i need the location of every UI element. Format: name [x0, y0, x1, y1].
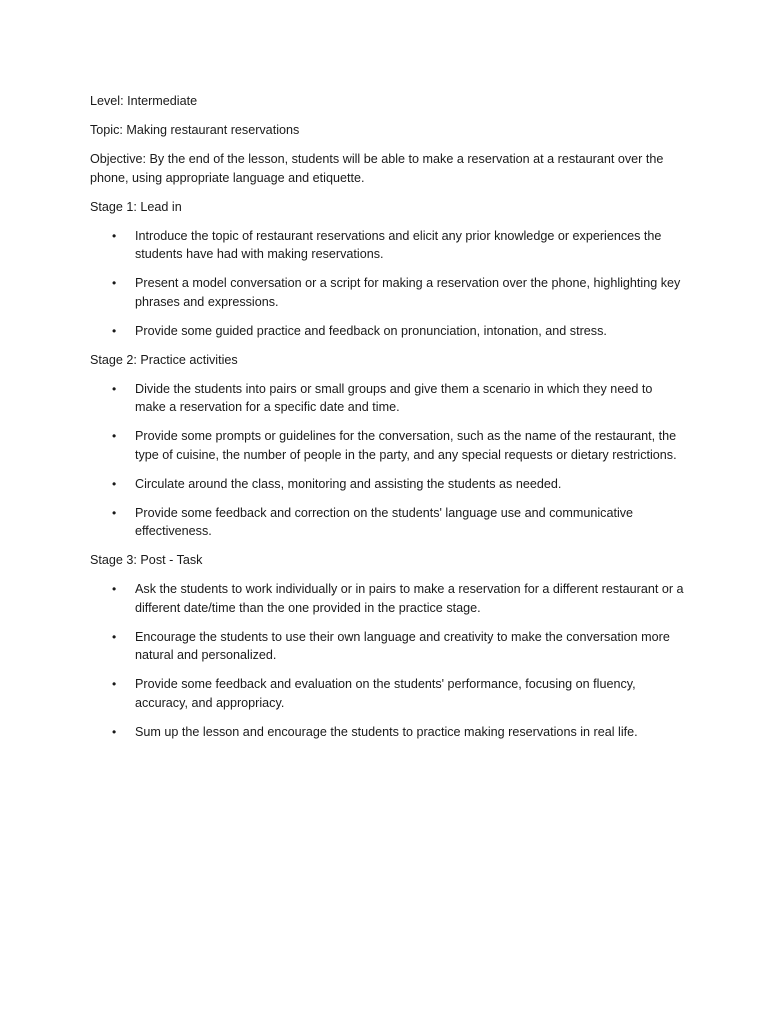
stage-1 — [90, 198, 684, 341]
list-item-text: Provide some prompts or guidelines for the conversation, such as the name of the restaurant, the type of cuisine, the number of people in the party, and any special requests or dietary restrictions. — [135, 429, 677, 462]
list-item-text: Sum up the lesson and encourage the students to practice making reservations in real life. — [135, 724, 638, 739]
list-item-text: Provide some feedback and evaluation on the students' performance, focusing on fluency, accuracy, and appropriacy. — [135, 677, 636, 710]
list-item-text: Present a model conversation or a script for making a reservation over the phone, highlighting key phrases and expressions. — [135, 276, 681, 309]
objective-paragraph: Objective: By the end of the lesson, students will be able to make a reservation at a restaurant over the phone, using appropriate language and etiquette. — [90, 152, 664, 185]
bullet-icon: • — [112, 724, 117, 739]
list-item-text: Ask the students to work individually or in pairs to make a reservation for a different restaurant or a different date/time than the one provided in the practice stage. — [135, 582, 684, 615]
list-item-text: Provide some guided practice and feedback on pronunciation, intonation, and stress. — [135, 323, 607, 338]
topic-line: Topic: Making restaurant reservations — [90, 123, 300, 137]
list-item — [90, 227, 684, 264]
stage-2-heading: Stage 2: Practice activities — [90, 352, 238, 367]
level-line: Level: Intermediate — [90, 94, 198, 108]
list-item-text: Divide the students into pairs or small groups and give them a scenario in which they need to make a reservation for a specific date and time. — [135, 381, 653, 414]
stage-3 — [90, 551, 684, 741]
bullet-icon: • — [112, 629, 117, 644]
bullet-icon: • — [112, 476, 117, 491]
list-item-text: Provide some feedback and correction on the students' language use and communicative effectiveness. — [135, 505, 634, 538]
list-item — [90, 628, 684, 665]
stage-3-list — [90, 580, 684, 741]
stage-3-heading: Stage 3: Post - Task — [90, 553, 203, 567]
bullet-icon: • — [112, 323, 117, 338]
list-item-text: Encourage the students to use their own language and creativity to make the conversation more natural and personalized. — [135, 629, 670, 662]
stage-2 — [90, 351, 684, 541]
list-item — [90, 322, 684, 341]
bullet-icon: • — [112, 505, 117, 520]
list-item — [90, 475, 684, 494]
list-item — [90, 274, 684, 311]
list-item — [90, 675, 684, 712]
list-item — [90, 380, 684, 417]
bullet-icon: • — [112, 276, 117, 290]
list-item — [90, 723, 684, 742]
stage-1-list — [90, 227, 684, 341]
bullet-icon: • — [112, 582, 117, 596]
stage-1-heading: Stage 1: Lead in — [90, 199, 182, 214]
list-item — [90, 580, 684, 617]
bullet-icon: • — [112, 381, 117, 396]
list-item — [90, 427, 684, 464]
list-item-text: Circulate around the class, monitoring and assisting the students as needed. — [135, 476, 562, 491]
stage-2-list — [90, 380, 684, 541]
bullet-icon: • — [112, 228, 117, 243]
list-item-text: Introduce the topic of restaurant reservations and elicit any prior knowledge or experiences the students have had with making reservations. — [135, 228, 662, 261]
bullet-icon: • — [112, 677, 117, 691]
list-item — [90, 504, 684, 541]
bullet-icon: • — [112, 429, 117, 443]
